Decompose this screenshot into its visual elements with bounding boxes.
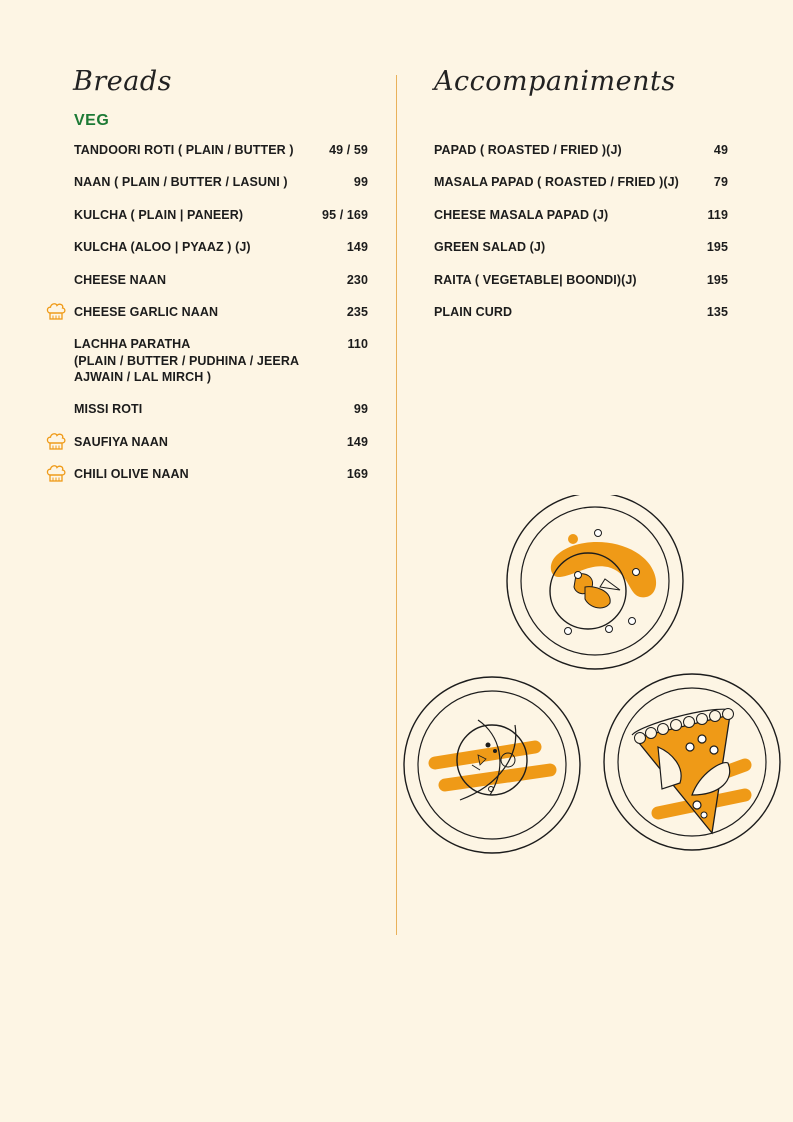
item-price: 235 xyxy=(346,304,368,319)
menu-item xyxy=(74,207,368,223)
item-price: 99 xyxy=(353,402,368,417)
item-price: 49 / 59 xyxy=(329,143,368,157)
item-name: GREEN SALAD (J) xyxy=(434,240,546,255)
item-name: CHEESE NAAN xyxy=(74,272,167,287)
chef-hat-icon xyxy=(44,461,68,485)
item-name: CHILI OLIVE NAAN xyxy=(74,467,189,482)
item-price: 99 xyxy=(353,175,368,190)
item-price: 149 xyxy=(346,434,368,449)
veg-subheading: VEG xyxy=(74,112,110,129)
item-price: 195 xyxy=(706,240,728,255)
chef-hat-icon xyxy=(44,429,68,453)
chef-hat-icon xyxy=(44,299,68,323)
menu-item xyxy=(74,239,368,255)
item-name: MISSI ROTI xyxy=(74,402,143,417)
item-name: PLAIN CURD xyxy=(434,304,513,319)
plate-pizza-illustration xyxy=(604,674,780,850)
accompaniments-list xyxy=(434,142,728,336)
menu-item xyxy=(74,272,368,288)
menu-item xyxy=(434,304,728,320)
item-price: 195 xyxy=(706,272,728,287)
item-name: NAAN ( PLAIN / BUTTER / LASUNI ) xyxy=(74,175,288,190)
breads-list xyxy=(74,142,368,499)
item-name: KULCHA (ALOO | PYAAZ ) (J) xyxy=(74,240,251,255)
item-price: 135 xyxy=(706,304,728,319)
item-name: PAPAD ( ROASTED / FRIED )(J) xyxy=(434,143,622,157)
menu-item xyxy=(434,239,728,255)
plate-curry-illustration xyxy=(507,495,683,669)
item-name: RAITA ( VEGETABLE| BOONDI)(J) xyxy=(434,272,637,287)
item-name: CHEESE GARLIC NAAN xyxy=(74,304,219,319)
item-price: 169 xyxy=(346,467,368,482)
item-price: 95 / 169 xyxy=(322,207,368,222)
menu-item xyxy=(74,401,368,417)
menu-item xyxy=(74,336,368,385)
menu-item xyxy=(434,142,728,158)
menu-item xyxy=(74,142,368,158)
item-name: LACHHA PARATHA (PLAIN / BUTTER / PUDHINA / JEERA AJWAIN / LAL MIRCH ) xyxy=(74,337,300,384)
food-plates-illustration xyxy=(400,495,785,860)
menu-item xyxy=(434,207,728,223)
item-price: 110 xyxy=(347,337,368,352)
plate-salad-illustration xyxy=(404,677,580,853)
item-price: 230 xyxy=(346,272,368,287)
menu-item xyxy=(74,174,368,190)
item-name: SAUFIYA NAAN xyxy=(74,434,169,449)
menu-item xyxy=(74,304,368,320)
menu-item xyxy=(74,434,368,450)
item-price: 149 xyxy=(346,240,368,255)
item-name: KULCHA ( PLAIN | PANEER) xyxy=(74,207,244,222)
item-price: 79 xyxy=(713,175,728,190)
menu-item xyxy=(74,466,368,482)
column-divider xyxy=(396,75,397,935)
item-name: MASALA PAPAD ( ROASTED / FRIED )(J) xyxy=(434,175,679,190)
item-price: 119 xyxy=(707,207,728,222)
menu-item xyxy=(434,272,728,288)
item-name: CHEESE MASALA PAPAD (J) xyxy=(434,207,609,222)
item-name: TANDOORI ROTI ( PLAIN / BUTTER ) xyxy=(74,143,294,157)
menu-item xyxy=(434,174,728,190)
breads-title: Breads xyxy=(73,66,172,97)
item-price: 49 xyxy=(713,143,728,157)
accompaniments-title: Accompaniments xyxy=(434,66,676,97)
